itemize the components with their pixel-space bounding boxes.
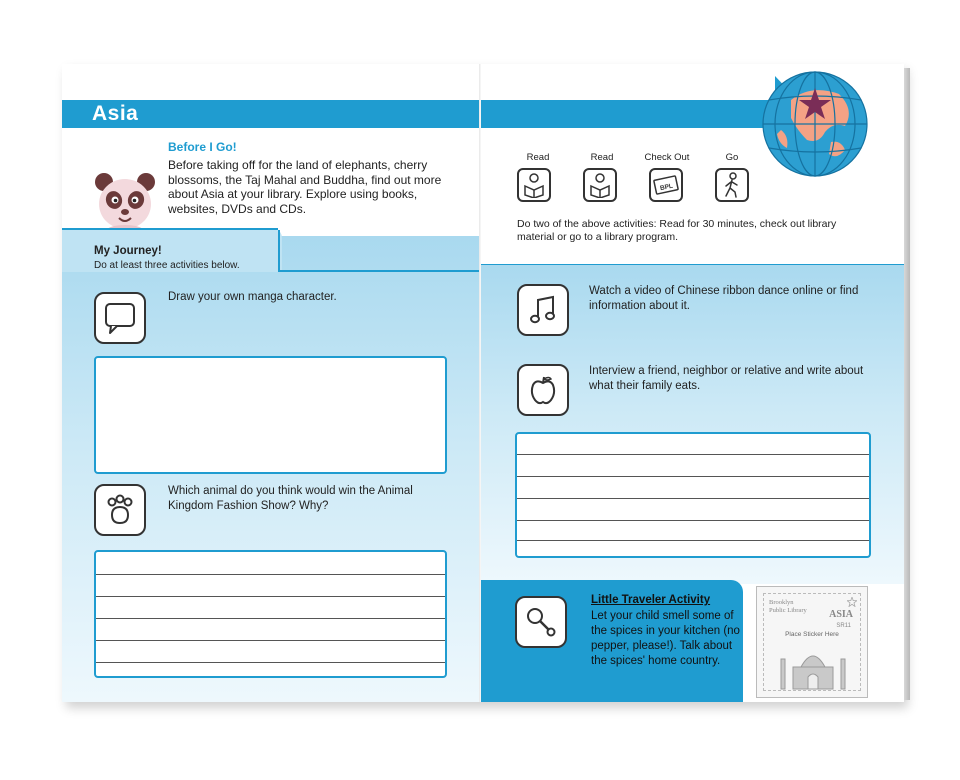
answer-line xyxy=(517,540,869,541)
paw-icon-box xyxy=(94,484,146,536)
apple-icon-box xyxy=(517,364,569,416)
music-note-icon-box xyxy=(517,284,569,336)
answer-line xyxy=(96,640,445,641)
tab-bottom-line xyxy=(278,270,481,272)
rattle-icon-box xyxy=(515,596,567,648)
before-text: Before taking off for the land of elephants, cherry blossoms, the Taj Mahal and Buddha, find out more about Asia at your library. Explore using books, websites, DVDs and CDs. xyxy=(168,158,442,216)
activity-booklet xyxy=(62,64,904,702)
walking-person-icon xyxy=(720,172,744,198)
page-edge xyxy=(904,68,910,700)
answer-line xyxy=(96,574,445,575)
reading-child-icon-box xyxy=(517,168,551,202)
little-traveler-title: Little Traveler Activity xyxy=(591,594,711,606)
label-read-2: Read xyxy=(590,152,614,163)
answer-line xyxy=(517,498,869,499)
music-note-icon xyxy=(526,293,560,327)
label-read-1: Read xyxy=(526,152,550,163)
right-page xyxy=(481,64,904,702)
speech-bubble-icon xyxy=(103,301,137,335)
reading-child-icon xyxy=(587,172,613,198)
globe-icon xyxy=(761,70,869,178)
do-two-text: Do two of the above activities: Read for 30 minutes, check out library material or go to a library program. xyxy=(517,218,837,243)
manga-drawing-box[interactable] xyxy=(94,356,447,474)
journey-heading: My Journey! xyxy=(94,245,162,257)
walking-person-icon-box xyxy=(715,168,749,202)
label-go: Go xyxy=(725,152,739,163)
interview-answer-box[interactable] xyxy=(515,432,871,558)
answer-line xyxy=(96,618,445,619)
activity-ribbon-dance: Watch a video of Chinese ribbon dance online or find information about it. xyxy=(589,285,859,312)
sticker-place-text: Place Sticker Here xyxy=(785,631,839,638)
sticker-library: Brooklyn Public Library xyxy=(769,599,807,614)
little-traveler-text: Let your child smell some of the spices in your kitchen (no pepper, please!). Talk about the spices' home country. xyxy=(591,610,740,667)
library-card-icon-box xyxy=(649,168,683,202)
answer-line xyxy=(517,454,869,455)
left-page xyxy=(62,64,481,702)
answer-line xyxy=(517,520,869,521)
panel-top-line xyxy=(481,264,904,265)
sticker-placeholder[interactable] xyxy=(756,586,868,698)
answer-line xyxy=(96,662,445,663)
bpl-card-text: BPL xyxy=(659,182,674,193)
activity-interview: Interview a friend, neighbor or relative and write about what their family eats. xyxy=(589,365,864,392)
star-icon xyxy=(847,597,857,607)
activity-animal: Which animal do you think would win the Animal Kingdom Fashion Show? Why? xyxy=(168,485,413,512)
tab-side-line xyxy=(278,230,280,270)
answer-line xyxy=(517,476,869,477)
paw-icon xyxy=(103,493,137,527)
answer-line xyxy=(96,596,445,597)
reading-child-icon xyxy=(521,172,547,198)
label-check-out: Check Out xyxy=(644,152,690,163)
rattle-icon xyxy=(524,605,558,639)
taj-mahal-icon xyxy=(777,643,849,691)
sticker-code: SR11 xyxy=(836,623,851,629)
apple-icon xyxy=(526,373,560,407)
library-card-icon xyxy=(652,172,680,198)
activity-manga: Draw your own manga character. xyxy=(168,291,337,303)
panda-mascot xyxy=(92,170,158,234)
reading-child-icon-box-2 xyxy=(583,168,617,202)
speech-bubble-icon-box xyxy=(94,292,146,344)
before-heading: Before I Go! xyxy=(168,140,237,154)
tab-top-line xyxy=(62,228,278,230)
sticker-region: ASIA xyxy=(829,609,853,620)
journey-subtitle: Do at least three activities below. xyxy=(94,260,240,271)
page-title: Asia xyxy=(92,102,139,125)
animal-answer-box[interactable] xyxy=(94,550,447,678)
title-bar-arrow xyxy=(481,100,781,128)
